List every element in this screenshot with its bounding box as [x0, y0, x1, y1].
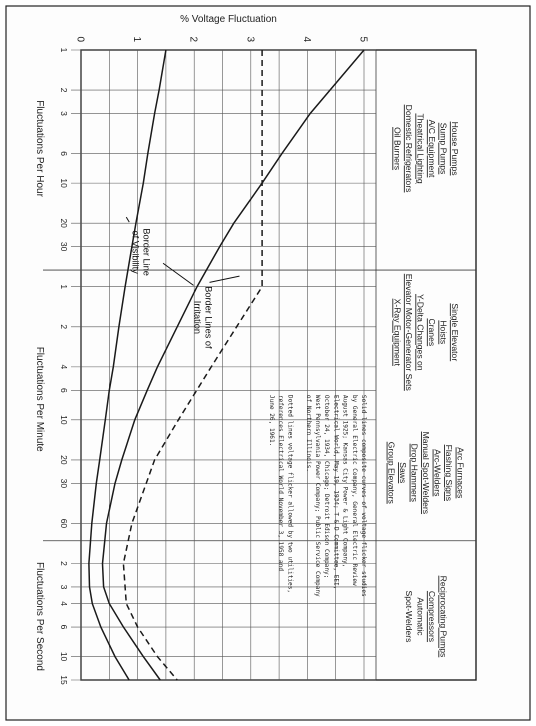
- category-label: Reciprocating Pumps: [438, 575, 449, 658]
- category-label: Flashing Signs: [444, 444, 454, 502]
- x-axis-group-title: Fluctuations Per Second: [34, 562, 45, 671]
- category-label: Elevator Motor-Generator Sets: [403, 273, 414, 391]
- x-tick-label: 2: [59, 324, 69, 330]
- irritation-annotation: Border Lines of: [203, 286, 214, 349]
- source-note-line: by General Electric Company, General Electric Review: [350, 394, 358, 586]
- category-label: Cranes: [426, 318, 437, 347]
- source-note-line: Electrical World, May 19, 1934; T & D Committee, EEI,: [332, 394, 340, 590]
- x-tick-label: 10: [59, 415, 69, 425]
- x-axis-group-title: Fluctuations Per Hour: [34, 100, 45, 197]
- source-note-line: Solid lines composite curves of voltage flicker studies: [360, 394, 367, 597]
- category-label: Spot-Welders: [403, 590, 414, 643]
- category-label: House Pumps: [449, 121, 460, 176]
- category-label: Arc-Welders: [432, 449, 443, 497]
- x-tick-label: 3: [59, 584, 69, 590]
- x-tick-label: 6: [59, 624, 69, 630]
- page-frame: [6, 6, 530, 720]
- x-tick-label: 30: [59, 241, 69, 252]
- x-tick-label: 1: [59, 284, 69, 290]
- x-tick-label: 10: [59, 178, 69, 188]
- source-note-line: of Northern Illinois.: [304, 394, 312, 472]
- category-label: Automatic: [415, 597, 426, 636]
- category-label: X-Ray Equipment: [392, 298, 403, 366]
- category-label: Group Elevators: [386, 441, 397, 504]
- category-label: Theatrical Lighting: [415, 113, 426, 184]
- source-note-line: June 26, 1961.: [268, 394, 275, 447]
- y-tick-label: 1: [131, 36, 143, 42]
- category-label: Manual Spot-Welders: [421, 431, 431, 515]
- x-tick-label: 30: [59, 478, 69, 489]
- category-label: Saws: [398, 462, 408, 484]
- category-label: Domestic Refrigerators: [403, 104, 414, 193]
- irritation-annotation: Irritation: [192, 300, 203, 334]
- x-tick-label: 20: [59, 218, 69, 228]
- x-axis-group-title: Fluctuations Per Minute: [34, 346, 45, 452]
- x-tick-label: 1: [59, 47, 69, 53]
- category-label: Hoists: [438, 320, 449, 345]
- source-note-line: Dotted lines voltage flicker allowed by two utilities,: [286, 394, 294, 594]
- x-tick-label: 10: [59, 651, 69, 662]
- x-tick-label: 4: [59, 601, 69, 606]
- x-tick-label: 15: [59, 675, 69, 685]
- y-tick-label: 5: [357, 36, 369, 42]
- visibility-annotation: of Visibility: [130, 230, 141, 274]
- category-label: A/C Equipment: [426, 119, 437, 178]
- source-note-line: August 1925; Kansas City Power & Light Company,: [341, 394, 349, 568]
- x-tick-label: 6: [59, 387, 69, 393]
- x-tick-label: 4: [59, 364, 69, 370]
- visibility-annotation: Border Line: [141, 228, 152, 276]
- x-tick-label: 3: [59, 111, 69, 116]
- y-tick-label: 4: [300, 36, 312, 42]
- source-note-line: references Electrical World November 3, 1958 and: [277, 394, 285, 572]
- source-note-line: West Pennsylvania Power Company; Public Service Company: [314, 394, 321, 597]
- x-tick-label: 20: [59, 455, 69, 465]
- category-label: Single Elevator: [449, 303, 460, 362]
- x-tick-label: 6: [59, 151, 69, 156]
- category-label: Y-Delta Changes on: [415, 293, 426, 371]
- x-tick-label: 2: [59, 561, 69, 566]
- x-tick-label: 2: [59, 87, 69, 93]
- source-note-line: October 24, 1934, Chicago; Detroit Edison Company;: [323, 394, 331, 579]
- y-tick-label: 3: [244, 36, 256, 42]
- category-label: Compressors: [426, 590, 437, 643]
- y-axis-title: % Voltage Fluctuation: [180, 14, 277, 25]
- y-tick-label: 0: [74, 36, 86, 42]
- category-label: Sump Pumps: [438, 122, 449, 175]
- x-tick-label: 60: [59, 518, 69, 529]
- y-tick-label: 2: [187, 36, 199, 42]
- category-label: Oil Burners: [392, 127, 403, 171]
- category-label: Arc Furnaces: [455, 447, 466, 499]
- category-label: Drop Hammers: [409, 443, 420, 502]
